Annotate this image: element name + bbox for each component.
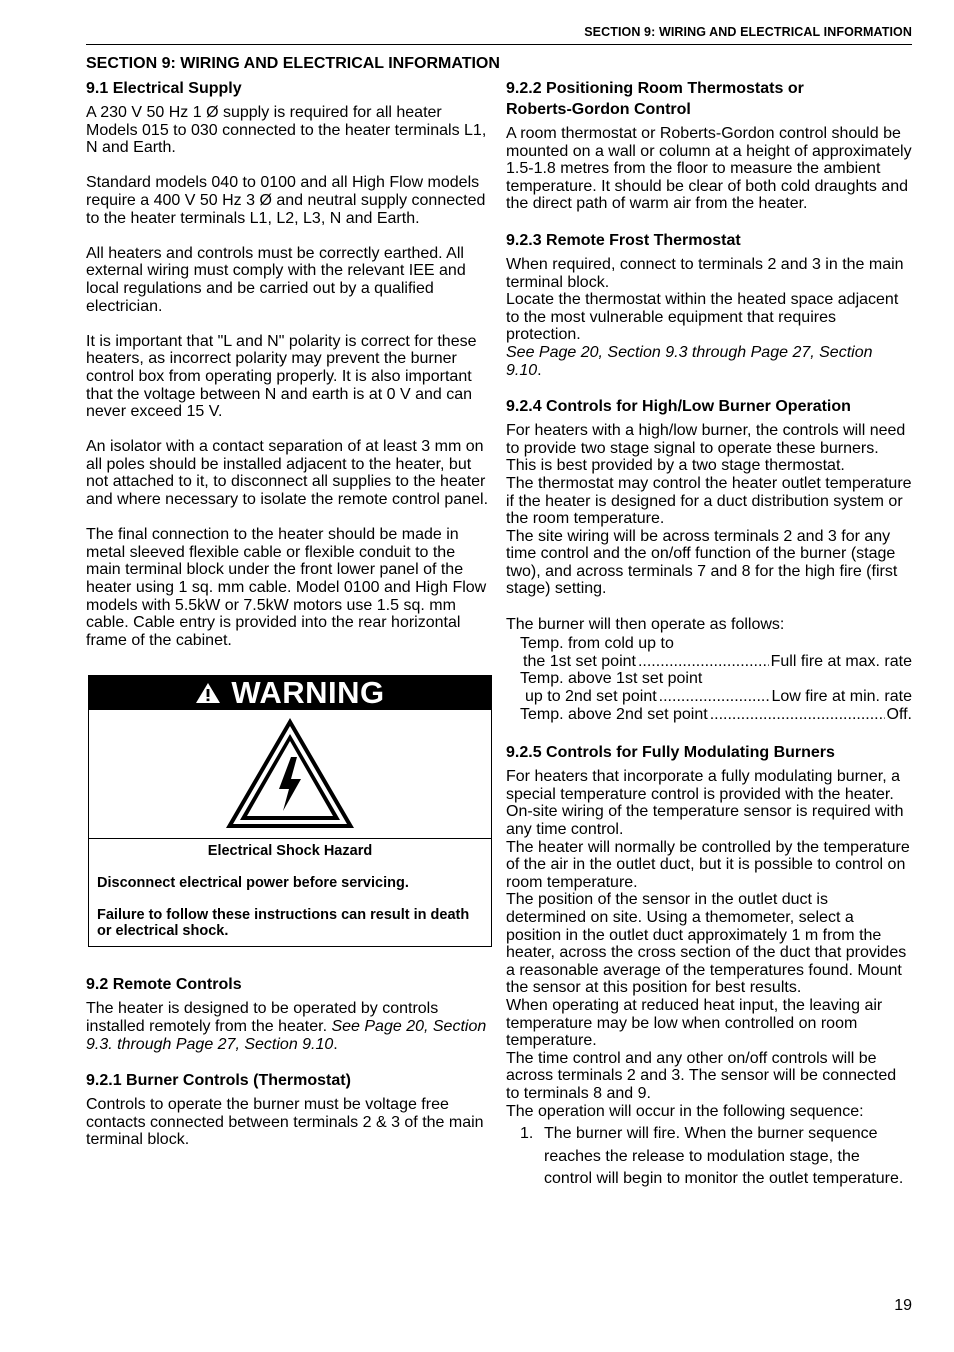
warning-instruction: Disconnect electrical power before servicing. [97, 875, 409, 892]
paragraph: For heaters with a high/low burner, the controls will need to provide two stage signal to operate these burners. This is best provided by a two stage thermostat. [506, 422, 906, 475]
paragraph: For heaters that incorporate a fully modulating burner, a special temperature control is provided with the heater. On-site wiring of the temperature sensor is required with any time control. [506, 768, 904, 838]
list-label: up to 2nd set point [525, 688, 657, 706]
warning-box [88, 675, 492, 947]
paragraph: An isolator with a contact separation of at least 3 mm on all poles should be installed adjacent to the heater, but not attached to it, to disconnect all supplies to the heater and where necessary to isolate the remote control panel. [86, 438, 489, 509]
paragraph: When required, connect to terminals 2 and 3 in the main terminal block. [506, 255, 904, 291]
heading-9-2-4: 9.2.4 Controls for High/Low Burner Operation [506, 398, 851, 416]
heading-9-2-5: 9.2.5 Controls for Fully Modulating Burners [506, 744, 835, 762]
paragraph: All heaters and controls must be correctly earthed. All external wiring must comply with the relevant IEE and local regulations and be carried out by a qualified electrician. [86, 244, 466, 315]
warning-header [89, 676, 491, 710]
sequence-list [506, 1123, 912, 1191]
dot-leader [710, 706, 885, 724]
paragraph: The burner will then operate as follows: [506, 615, 785, 633]
punctuation: . [537, 361, 542, 379]
warning-label: WARNING [231, 675, 385, 711]
list-item [520, 653, 912, 671]
paragraph: The thermostat may control the heater outlet temperature if the heater is designed for a duct distribution system or the room temperature. [506, 474, 912, 528]
list-value: Full fire at max. rate [770, 652, 912, 670]
heading-line: Roberts-Gordon Control [506, 101, 691, 118]
punctuation: . [333, 1035, 338, 1053]
paragraph: A room thermostat or Roberts-Gordon control should be mounted on a wall or column at a height of approximately 1.5-1.8 metres from the floor to measure the ambient temperature. It should be clear of both cold draughts and the direct path of warm air from the heater. [506, 125, 912, 213]
paragraph: The site wiring will be across terminals 2 and 3 for any time control and the on/off function of the burner (stage two), and across terminals 7 and 8 for the high fire (first stage) setting. [506, 527, 898, 598]
cross-reference: See Page 20, Section 9.3 through Page 27, Section 9.10 [506, 343, 873, 379]
list-item [506, 1123, 912, 1191]
dot-leader [659, 688, 770, 706]
list-label: Temp. above 2nd set point [520, 705, 708, 723]
heading-9-2-1: 9.2.1 Burner Controls (Thermostat) [86, 1072, 351, 1090]
warning-consequence: Failure to follow these instructions can result in death or electrical shock. [97, 907, 470, 940]
warning-hazard-title: Electrical Shock Hazard [207, 843, 373, 860]
warning-triangle-icon [195, 682, 221, 704]
warning-art [89, 710, 491, 839]
paragraph: A 230 V 50 Hz 1 Ø supply is required for all heater Models 015 to 030 connected to the heater terminals L1, N and Earth. [86, 104, 487, 157]
warning-text [89, 839, 491, 946]
list-item [520, 706, 912, 724]
electrical-shock-hazard-icon [223, 715, 357, 833]
paragraph: The final connection to the heater should be made in metal sleeved flexible cable or flexible conduit to the main terminal block under the front lower panel of the heater using 1 sq. mm cable. Model 0100 and High Flow models with 5.5kW or 7.5kW motors use 1.5 sq. mm cable. Cable entry is provided into the rear horizontal frame of the cabinet. [86, 526, 487, 649]
heading-9-2: 9.2 Remote Controls [86, 976, 242, 994]
paragraph: When operating at reduced heat input, the leaving air temperature may be low when controlled on room temperature. [506, 996, 883, 1050]
list-item [520, 670, 912, 688]
list-label: Temp. from cold up to [520, 635, 674, 653]
paragraph: It is important that "L and N" polarity is correct for these heaters, as incorrect polarity may prevent the burner control box from operating properly. It is also important that the voltage between N and earth is at 0 V and can never exceed 15 V. [86, 332, 477, 421]
list-label: the 1st set point [523, 652, 636, 670]
paragraph: The time control and any other on/off controls will be across terminals 2 and 3. The sensor will be connected to terminals 8 and 9. [506, 1049, 897, 1102]
paragraph: Controls to operate the burner must be voltage free contacts connected between terminals 2 & 3 of the main terminal block. [86, 1096, 484, 1149]
paragraph: The heater will normally be controlled by the temperature of the air in the outlet duct, but it is possible to control on room temperature. [506, 838, 910, 891]
header-rule [86, 44, 912, 45]
heading-9-1: 9.1 Electrical Supply [86, 80, 242, 97]
list-value: Off. [886, 705, 912, 723]
left-column [86, 78, 490, 1149]
heading-line: 9.2.2 Positioning Room Thermostats or [506, 80, 804, 97]
list-label: Temp. above 1st set point [520, 670, 703, 688]
list-item [520, 688, 912, 706]
paragraph: The position of the sensor in the outlet duct is determined on site. Using a themometer, select a position in the outlet duct approximately 1 m from the heater, across the cross section of the duct that provides a reasonable average of the temperatures found. Mount the sensor at this position for best results. [506, 891, 907, 997]
cross-reference: See Page 20, Section 9.3. through Page 27, Section 9.10 [86, 1018, 487, 1053]
heading-9-2-3: 9.2.3 Remote Frost Thermostat [506, 231, 741, 249]
paragraph [86, 1000, 490, 1053]
running-header: SECTION 9: WIRING AND ELECTRICAL INFORMATION [584, 25, 912, 39]
heading-9-2-2 [506, 78, 912, 120]
dot-leader [638, 653, 769, 671]
paragraph: Locate the thermostat within the heated space adjacent to the most vulnerable equipment that requires protection. [506, 291, 899, 344]
list-value: Low fire at min. rate [771, 688, 912, 706]
paragraph [506, 344, 912, 379]
paragraph-text: The heater is designed to be operated by controls installed remotely from the heater. [86, 1000, 439, 1035]
list-number: 1. [520, 1125, 534, 1143]
paragraph: Standard models 040 to 0100 and all High Flow models require a 400 V 50 Hz 3 Ø and neutral supply connected to the heater terminals L1, L2, L3, N and Earth. [86, 174, 486, 227]
page-number: 19 [894, 1297, 912, 1314]
paragraph: The operation will occur in the following sequence: [506, 1102, 864, 1120]
list-item [520, 635, 912, 653]
list-text: The burner will fire. When the burner sequence reaches the release to modulation stage, the control will begin to monitor the outlet temperature. [544, 1125, 904, 1188]
operation-list [520, 635, 912, 723]
section-title: SECTION 9: WIRING AND ELECTRICAL INFORMATION [86, 55, 500, 72]
right-column [506, 78, 912, 1191]
